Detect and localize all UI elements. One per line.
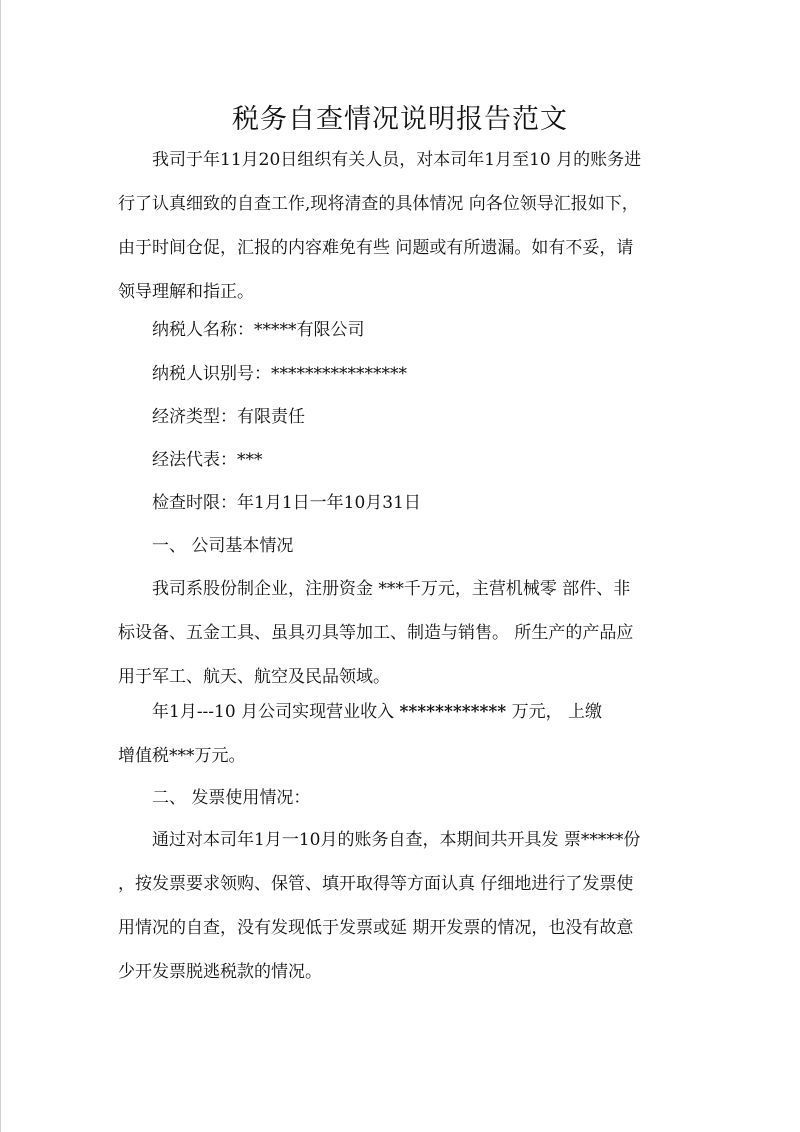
section1-heading: 一、 公司基本情况 [118, 536, 294, 556]
revenue-paragraph [118, 690, 678, 778]
revenue-prefix: 年1月---10 月公司实现营业收入 [118, 702, 400, 722]
revenue-amount-masked: ************ [399, 702, 507, 722]
section2-line: ，按发票要求领购、保管、填开取得等方面认真 仔细地进行了发票使 [118, 874, 634, 894]
taxpayer-id-field: 纳税人识别号：**************** [118, 364, 407, 384]
intro-paragraph [118, 138, 678, 314]
section1-paragraph [118, 567, 678, 699]
revenue-line [118, 690, 678, 734]
section2-line: 少开发票脱逃税款的情况。 [118, 962, 322, 982]
document-title: 税务自查情况说明报告范文 [232, 104, 568, 135]
intro-line: 领导理解和指正。 [118, 282, 254, 302]
intro-line: 行了认真细致的自查工作,现将清查的具体情况 向各位领导汇报如下， [118, 194, 639, 214]
taxpayer-name-field: 纳税人名称：*****有限公司 [118, 320, 365, 340]
section2-line: 用情况的自查，没有发现低于发票或延 期开发票的情况，也没有故意 [118, 918, 634, 938]
inspection-period-field: 检查时限：年1月1日一年10月31日 [118, 493, 421, 513]
section2-paragraph [118, 818, 678, 994]
legal-representative-field: 经法代表：*** [118, 450, 263, 470]
economic-type-field: 经济类型：有限责任 [118, 407, 305, 427]
intro-line: 我司于年11月20日组织有关人员，对本司年1月至10 月的账务进 [118, 150, 642, 170]
section1-line: 我司系股份制企业，注册资金 ***千万元，主营机械零 部件、非 [118, 579, 631, 599]
section1-line: 标设备、五金工具、虽具刃具等加工、制造与销售。 所生产的产品应 [118, 623, 634, 643]
section2-line: 通过对本司年1月一10月的账务自查，本期间共开具发 票*****份 [118, 830, 641, 850]
revenue-suffix: 万元， 上缴 [506, 702, 602, 722]
page-left-edge [0, 0, 1, 1132]
section1-line: 用于军工、航天、航空及民品领域。 [118, 667, 390, 687]
section2-heading: 二、 发票使用情况： [118, 788, 311, 808]
revenue-line: 增值税***万元。 [118, 746, 246, 766]
intro-line: 由于时间仓促，汇报的内容难免有些 问题或有所遗漏。如有不妥，请 [118, 238, 634, 258]
